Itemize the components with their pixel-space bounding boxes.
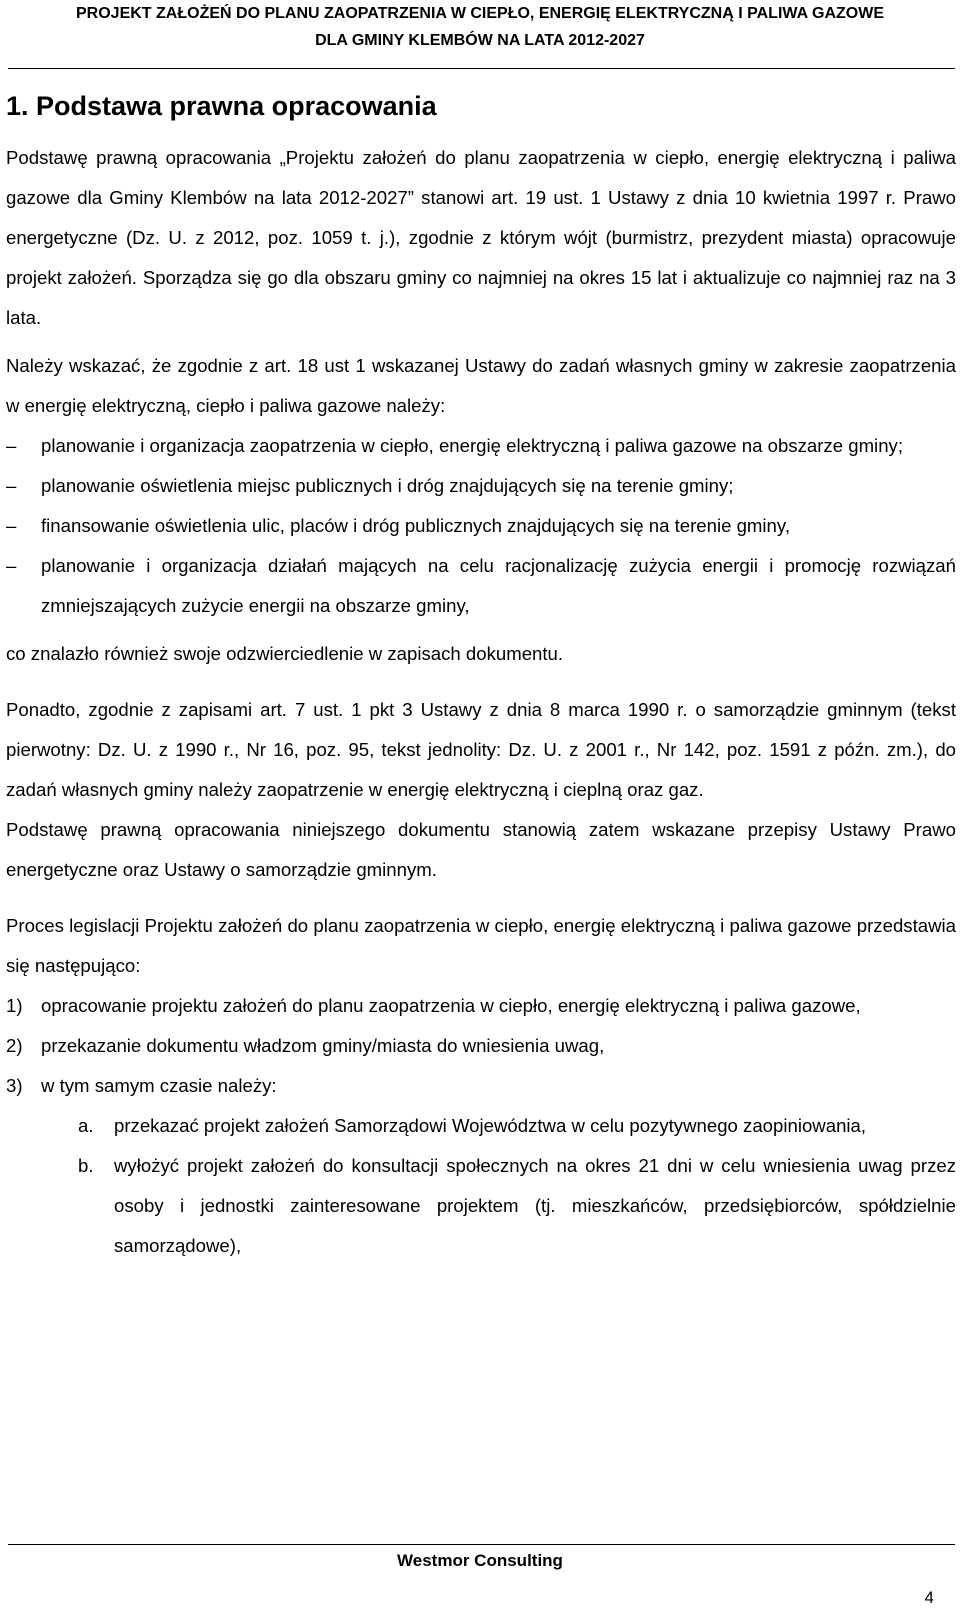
list-item <box>6 546 956 626</box>
list-item-text: finansowanie oświetlenia ulic, placów i dróg publicznych znajdujących się na terenie gminy, <box>41 515 790 536</box>
header-line-2: DLA GMINY KLEMBÓW NA LATA 2012-2027 <box>315 32 645 49</box>
list-item <box>78 1106 956 1146</box>
footer-divider <box>8 1544 955 1545</box>
page-header <box>0 0 960 54</box>
dash-marker: – <box>6 435 17 456</box>
list-item <box>78 1146 956 1266</box>
list-item-text: planowanie oświetlenia miejsc publicznych i dróg znajdujących się na terenie gminy; <box>41 475 734 496</box>
list-item <box>6 506 956 546</box>
footer-company: Westmor Consulting <box>397 1551 563 1570</box>
header-line-1: PROJEKT ZAŁOŻEŃ DO PLANU ZAOPATRZENIA W CIEPŁO, ENERGIĘ ELEKTRYCZNĄ I PALIWA GAZOWE <box>76 5 884 22</box>
list-marker: b. <box>78 1155 94 1176</box>
paragraph-process-intro: Proces legislacji Projektu założeń do planu zaopatrzenia w ciepło, energię elektryczną i paliwa gazowe przedstawia się następująco: <box>6 915 956 976</box>
paragraph-municipal-act: Ponadto, zgodnie z zapisami art. 7 ust. 1 pkt 3 Ustawy z dnia 8 marca 1990 r. o samorządzie gminnym (tekst pierwotny: Dz. U. z 1990 r., Nr 16, poz. 95, tekst jednolity: Dz. U. z 2001 r., Nr 142, poz. 1591 z późn. zm.), do zadań własnych gminy należy zaopatrzenie w energię elektryczną i cieplną oraz gaz. <box>6 699 956 800</box>
list-item-text: w tym samym czasie należy: <box>41 1075 277 1096</box>
list-marker: 3) <box>6 1075 23 1096</box>
list-item <box>6 986 956 1026</box>
list-item <box>6 426 956 466</box>
list-item <box>6 1066 956 1106</box>
header-divider <box>8 68 955 69</box>
dash-marker: – <box>6 555 17 576</box>
page-number: 4 <box>924 1588 934 1607</box>
list-item-text: przekazanie dokumentu władzom gminy/miasta do wniesienia uwag, <box>41 1035 605 1056</box>
list-item <box>6 466 956 506</box>
list-marker: a. <box>78 1115 94 1136</box>
list-item-text: planowanie i organizacja działań mających na celu racjonalizację zużycia energii i promocję rozwiązań zmniejszających zużycie energii na obszarze gminy, <box>41 555 956 616</box>
list-item-text: wyłożyć projekt założeń do konsultacji społecznych na okres 21 dni w celu wniesienia uwag przez osoby i jednostki zainteresowane projektem (tj. mieszkańców, przedsiębiorców, spółdzielnie samorządowe), <box>114 1155 956 1256</box>
tasks-list <box>6 426 956 626</box>
paragraph-tasks-intro: Należy wskazać, że zgodnie z art. 18 ust 1 wskazanej Ustawy do zadań własnych gminy w zakresie zaopatrzenia w energię elektryczną, ciepło i paliwa gazowe należy: <box>6 355 956 416</box>
dash-marker: – <box>6 475 17 496</box>
list-item-text: przekazać projekt założeń Samorządowi Województwa w celu pozytywnego zaopiniowania, <box>114 1115 867 1136</box>
section-title: 1. Podstawa prawna opracowania <box>6 91 437 121</box>
list-item <box>6 1026 956 1066</box>
dash-marker: – <box>6 515 17 536</box>
list-item-text: planowanie i organizacja zaopatrzenia w ciepło, energię elektryczną i paliwa gazowe na obszarze gminy; <box>41 435 903 456</box>
paragraph-legal-basis: Podstawę prawną opracowania „Projektu założeń do planu zaopatrzenia w ciepło, energię elektryczną i paliwa gazowe dla Gminy Klembów na lata 2012-2027” stanowi art. 19 ust. 1 Ustawy z dnia 10 kwietnia 1997 r. Prawo energetyczne (Dz. U. z 2012, poz. 1059 t. j.), zgodnie z którym wójt (burmistrz, prezydent miasta) opracowuje projekt założeń. Sporządza się go dla obszaru gminy co najmniej na okres 15 lat i aktualizuje co najmniej raz na 3 lata. <box>6 147 956 328</box>
list-marker: 1) <box>6 995 23 1016</box>
list-marker: 2) <box>6 1035 23 1056</box>
paragraph-summary: Podstawę prawną opracowania niniejszego dokumentu stanowią zatem wskazane przepisy Ustawy Prawo energetyczne oraz Ustawy o samorządzie gminnym. <box>6 819 956 880</box>
list-item-text: opracowanie projektu założeń do planu zaopatrzenia w ciepło, energię elektryczną i paliwa gazowe, <box>41 995 861 1016</box>
document-body <box>6 88 956 1266</box>
process-list <box>6 986 956 1106</box>
process-sub-list <box>6 1106 956 1266</box>
paragraph-reflection: co znalazło również swoje odzwierciedlenie w zapisach dokumentu. <box>6 643 564 664</box>
